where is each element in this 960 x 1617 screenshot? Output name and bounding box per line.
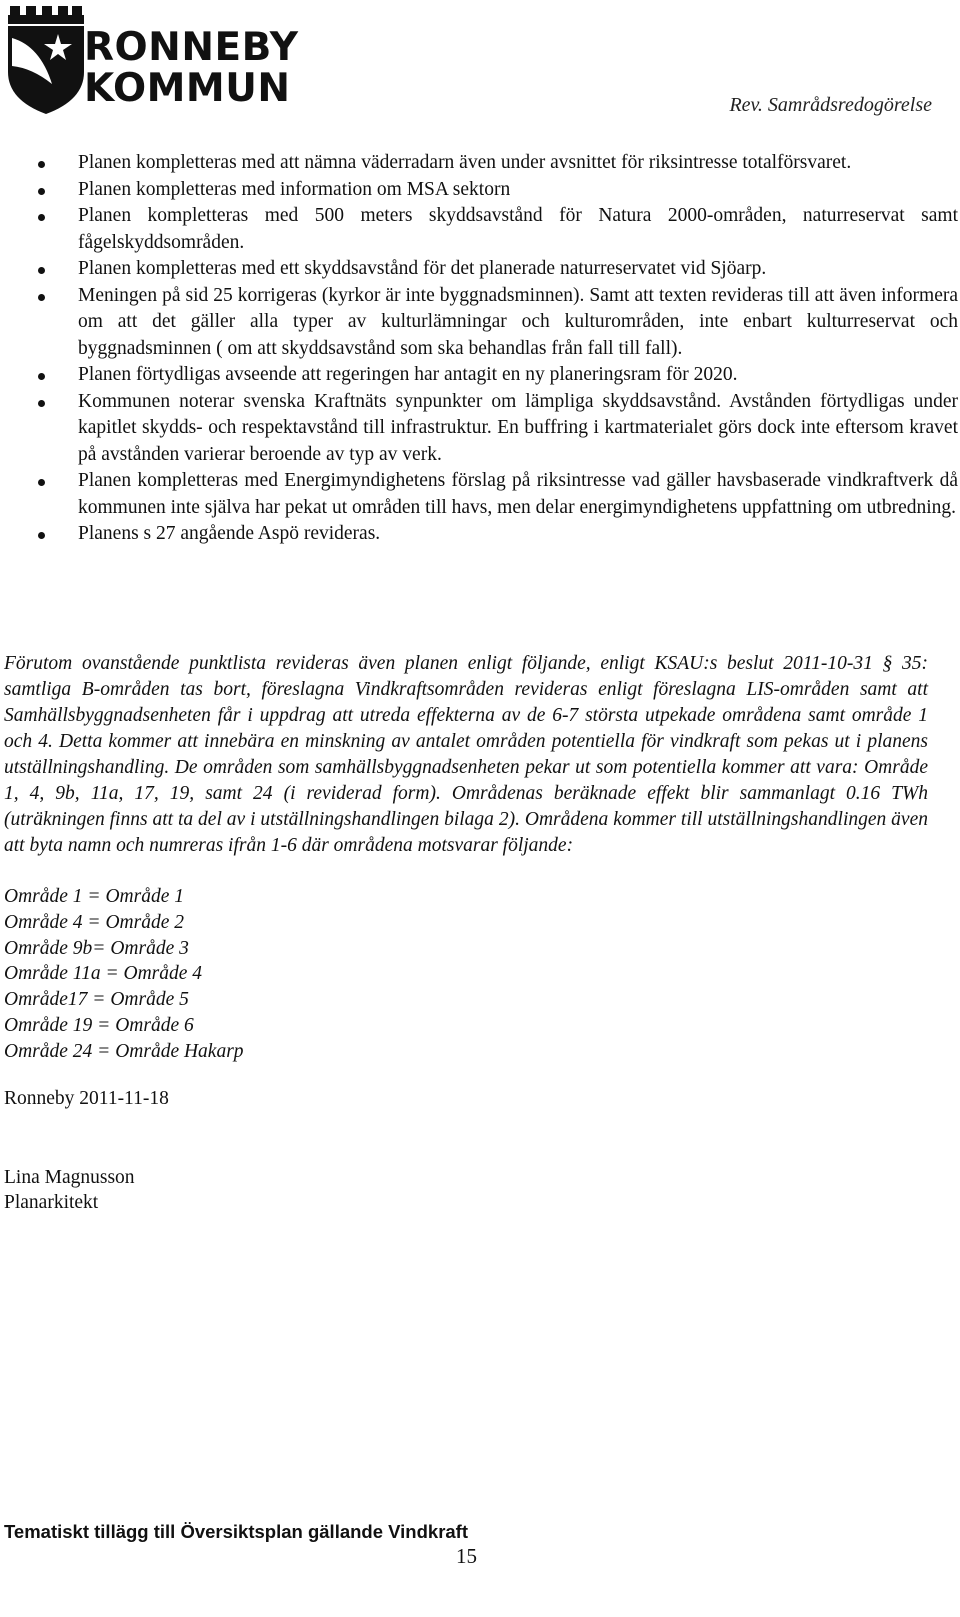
logo-text-kommun: KOMMUN <box>84 66 291 111</box>
area-mapping-item: Område 11a = Område 4 <box>4 963 203 985</box>
logo-text-ronneby: RONNEBY <box>84 25 299 70</box>
bullet-icon <box>38 214 45 221</box>
document-label: Rev. Samrådsredogörelse <box>729 94 932 116</box>
footer-document-title: Tematiskt tillägg till Översiktsplan gällande Vindkraft <box>4 1521 468 1542</box>
bullet-item <box>38 203 958 256</box>
bullet-icon <box>38 479 45 486</box>
revision-summary-paragraph: Förutom ovanstående punktlista revideras även planen enligt följande, enligt KSAU:s beslut 2011-10-31 § 35: samtliga B-områden tas bort, föreslagna Vindkraftsområden revideras enligt föreslagna LIS-områden samt att Samhällsbyggnadsenheten får i uppdrag att utreda effekterna av de 6-7 största utpekade områdena samt område 1 och 4. Detta kommer att innebära en minskning av antalet områden potentiella för vindkraft som pekas ut i planens utställningshandling. De områden som samhällsbyggnadsenheten pekar ut som potentiella kommer att vara: Område 1, 4, 9b, 11a, 17, 19, samt 24 (i reviderad form). Områdenas beräknade effekt blir sammanlagt 0.16 TWh (uträkningen finns att ta del av i utställningshandlingen bilaga 2). Områdena kommer till utställningshandlingen även att byta namn och numreras ifrån 1-6 där områdena motsvarar följande: <box>4 653 928 856</box>
bullet-icon <box>38 373 45 380</box>
bullet-icon <box>38 400 45 407</box>
bullet-icon <box>38 294 45 301</box>
bullet-item <box>38 256 958 283</box>
bullet-text: Planen kompletteras med information om MSA sektorn <box>78 178 511 200</box>
bullet-text: Planen kompletteras med att nämna väderradarn även under avsnittet för riksintresse totalförsvaret. <box>78 152 852 173</box>
ronneby-kommun-logo <box>6 4 299 116</box>
area-mapping-item: Område 9b= Område 3 <box>4 937 189 959</box>
area-renaming-list <box>4 884 244 1065</box>
bullet-text: Kommunen noterar svenska Kraftnäts synpunkter om lämpliga skyddsavstånd. Avstånden förtydligas under kapitlet skydds- och respektavstånd till infrastruktur. En buffring i kartmaterialet görs dock inte eftersom kravet på avstånden varierar beroende av typ av verk. <box>78 390 958 465</box>
place-and-date: Ronneby 2011-11-18 <box>4 1088 169 1109</box>
bullet-item <box>38 521 958 548</box>
area-mapping-item: Område 4 = Område 2 <box>4 911 184 933</box>
bullet-text: Planen kompletteras med 500 meters skyddsavstånd för Natura 2000-områden, naturreservat samt fågelskyddsområden. <box>78 205 958 253</box>
bullet-item <box>38 362 958 389</box>
bullet-icon <box>38 161 45 168</box>
bullet-icon <box>38 267 45 274</box>
bullet-text: Planen förtydligas avseende att regeringen har antagit en ny planeringsram för 2020. <box>78 364 738 385</box>
area-mapping-item: Område17 = Område 5 <box>4 989 189 1011</box>
bullet-text: Meningen på sid 25 korrigeras (kyrkor är inte byggnadsminnen). Samt att texten revideras till att även informera om att det gäller alla typer av kulturlämningar och kulturområden, inte enbart kulturreservat och byggnadsminnen ( om att skyddsavstånd som ska behandlas från fall till fall). <box>78 284 958 359</box>
bullet-text: Planen kompletteras med Energimyndighetens förslag på riksintresse vad gäller havsbaserade vindkraftverk då kommunen inte själva har pekat ut områden till havs, men delar energimyndighetens uppfattning om utbredning. <box>78 470 958 518</box>
bullet-item <box>38 468 958 521</box>
area-mapping-item: Område 19 = Område 6 <box>4 1014 194 1036</box>
signer-name: Lina Magnusson <box>4 1167 135 1188</box>
bullet-icon <box>38 188 45 195</box>
page-number: 15 <box>456 1544 477 1568</box>
bullet-text: Planens s 27 angående Aspö revideras. <box>78 523 381 544</box>
area-mapping-item: Område 24 = Område Hakarp <box>4 1040 244 1062</box>
bullet-icon <box>38 532 45 539</box>
bullet-item <box>38 177 958 204</box>
bullet-text: Planen kompletteras med ett skyddsavstånd för det planerade naturreservatet vid Sjöarp. <box>78 258 767 279</box>
signer-title: Planarkitekt <box>4 1192 99 1213</box>
signature-block <box>4 1165 135 1215</box>
bullet-item <box>38 389 958 469</box>
area-mapping-item: Område 1 = Område 1 <box>4 886 184 907</box>
bullet-item <box>38 283 958 363</box>
coat-of-arms-icon <box>6 4 86 116</box>
revision-bullet-list <box>38 150 958 548</box>
bullet-item <box>38 150 958 177</box>
